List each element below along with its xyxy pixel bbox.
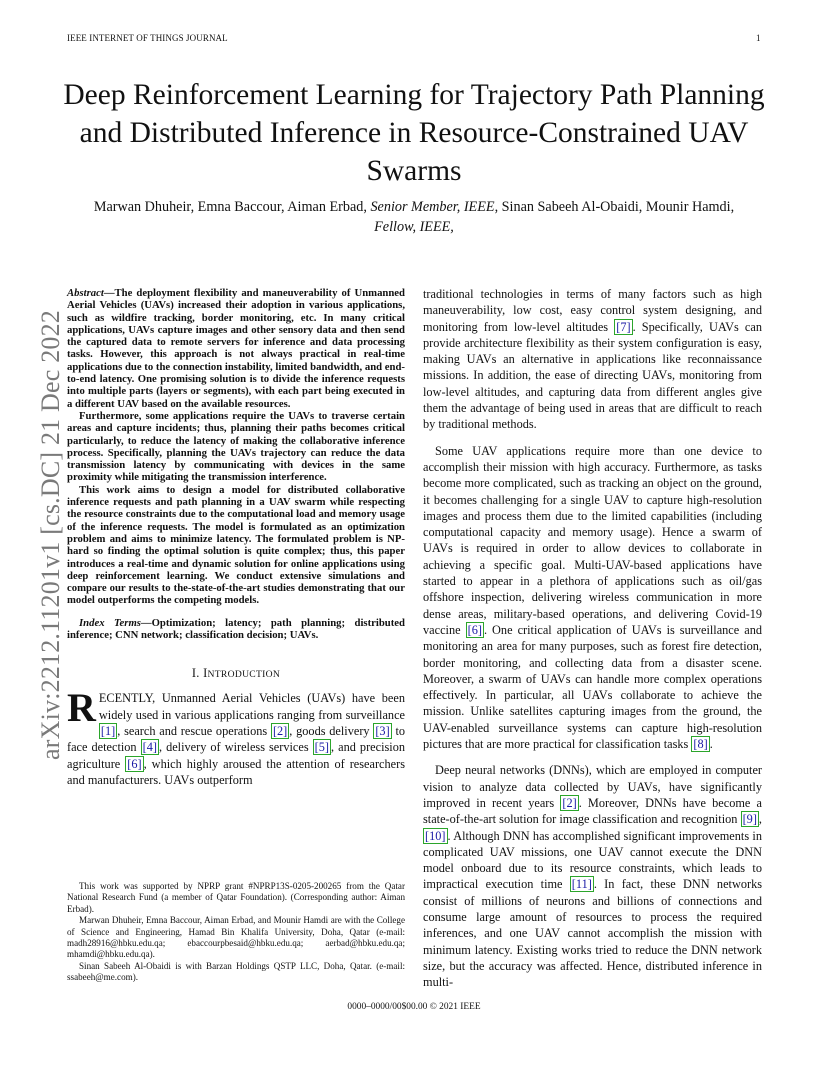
body-paragraph-3: Deep neural networks (DNNs), which are employed in computer vision to analyze data collected by UAVs, have significantly improved in recent years [2] . Moreover, DNNs have become a state-of-the-art solution for image classification and recognition [9] , [10] . Although DNN has accomplished significant improvements in complicated UAV missions, one UAV cannot execute the DNN model onboard due to its resource constraints, which leads to impractical execution time [11] . In fact, these DNN networks consist of millions of neurons and billions of connections and consume large amount of resources to process the required inferences, and one UAV cannot accomplish the mission with minimum latency. Existing works tried to reduce the DNN network size, but the accuracy was affected. Hence, distributed inference in multi- [423,763,763,990]
abstract-paragraph-1: Abstract—The deployment flexibility and maneuverability of Unmanned Aerial Vehicles (UAVs) increased their adoption in various applications, such as wildfire tracking, border monitoring, etc. In many critical applications, UAVs capture images and other sensory data and then send the captured data to remote servers for inference and data processing tasks. However, this approach is not always practical in real-time applications due to the connection instability, limited bandwidth, and end-to-end latency. One promising solution is to divide the inference requests into multiple parts (layers or segments), with each part being executed in a different UAV based on the available resources. [67,287,405,410]
citation-link[interactable]: [2] [562,795,577,810]
citation-link[interactable]: [7] [616,319,631,334]
citation-link[interactable]: [10] [425,828,446,843]
citation-link[interactable]: [3] [375,723,390,738]
citation-link[interactable]: [5] [314,740,330,755]
footnotes [67,881,405,984]
authors-part-2: , Sinan Sabeeh Al-Obaidi, Mounir Hamdi, [494,199,735,215]
journal-header: IEEE INTERNET OF THINGS JOURNAL [67,33,228,43]
paper-title: Deep Reinforcement Learning for Trajectory Path Planning and Distributed Inference in Resource-Constrained UAV Swarms [63,79,765,187]
body-paragraph-1: traditional technologies in terms of many factors such as high maneuverability, low cost, easy control system designing, and monitoring from low-level altitudes [7] . Specifically, UAVs can provide architecture flexibility as their system configuration is easy, making UAVs an alternative in applications like reconnaissance missions. In addition, the ease of directing UAVs, monitoring from low-level altitudes, and capturing data from different angles give them the advantage of being used in areas that are difficult to reach by traditional methods. [423,287,762,432]
author-list [80,197,748,237]
abstract [67,287,405,641]
author-role-2: Fellow, IEEE, [374,219,454,235]
intro-paragraph: RECENTLY, Unmanned Aerial Vehicles (UAVs) have been widely used in various applications ranging from surveillance [1] , search and rescue operations [2] , goods delivery [3] to face detection [4] , delivery of wireless services [5] , and precision agriculture [6] , which highly aroused the attention of researchers and manufacturers. UAVs outperform [67,685,406,787]
right-column [423,286,762,990]
footnote-affiliation-2: Sinan Sabeeh Al-Obaidi is with Barzan Holdings QSTP LLC, Doha, Qatar. (e-mail: ssabeeh@me.com). [67,960,405,983]
abstract-paragraph-2: Furthermore, some applications require the UAVs to traverse certain areas and capture incidents; thus, planning their paths becomes critical particularly, to reduce the latency of making the collaborative inference process. Specifically, planning the UAVs trajectory can reduce the data transmission latency by communicating with devices in the same proximity while mitigating the transmission interference. [67,409,405,484]
footnote-affiliation-1: Marwan Dhuheir, Emna Baccour, Aiman Erbad, and Mounir Hamdi are with the College of Science and Engineering, Hamad Bin Khalifa University, Doha, Qatar (e-mail: madh28916@hbku.edu.qa; ebaccourpbesaid@hbku.edu.qa; aerbad@hbku.edu.qa; mhamdi@hbku.edu.qa). [67,915,405,960]
index-terms: Index Terms—Optimization; latency; path planning; distributed inference; CNN network; classification decision; UAVs. [67,616,405,642]
authors-part-1: Marwan Dhuheir, Emna Baccour, Aiman Erbad, [93,199,371,215]
abstract-paragraph-3: This work aims to design a model for distributed collaborative inference requests and path planning in a UAV swarm while respecting the resource constraints due to the computational load and memory usage of the inference requests. The model is formulated as an optimization problem and aims to minimize latency. The formulated problem is NP-hard so finding the optimal solution is quite complex; thus, this paper introduces a real-time and dynamic solution for online applications using deep reinforcement learning. We conduct extensive simulations and compare our results to the-state-of-the-art studies demonstrating that our model outperforms the competing models. [67,483,405,607]
citation-link[interactable]: [4] [142,740,157,755]
author-role-1: Senior Member, IEEE [370,199,495,215]
citation-link[interactable]: [8] [693,737,708,752]
footnote-funding: This work was supported by NPRP grant #NPRP13S-0205-200265 from the Qatar National Research Fund (a member of Qatar Foundation). (Corresponding author: Aiman Erbad). [67,881,405,914]
citation-link[interactable]: [6] [467,622,482,637]
citation-link[interactable]: [2] [272,723,288,738]
copyright-footer: 0000–0000/00$00.00 © 2021 IEEE [347,1002,481,1012]
arxiv-stamp: arXiv:2212.11201v1 [cs.DC] 21 Dec 2022 [36,309,65,760]
page-number: 1 [756,33,761,43]
abstract-label: Abstract [67,287,104,299]
left-column [67,287,405,788]
citation-link[interactable]: [1] [100,723,116,738]
section-heading-introduction: I. INTRODUCTION [191,666,281,681]
body-paragraph-2: Some UAV applications require more than one device to accomplish their mission with high accuracy. Furthermore, as tasks become more complicated, such as tracking an object on the ground, it becomes challenging for a single UAV to capture high-resolution images and process them due to the limited capabilities (including computational capacity and memory usage). Hence a swarm of UAVs is required in order to allow devices to collaborate in achieving a specific goal. Multi-UAV-based applications have started to appear in a plethora of applications such as oil/gas offshore inspection, delivering wireless communication in more dense areas, military-based operations, and delivering Covid-19 vaccine [6] . One critical application of UAVs is surveillance and monitoring an area for many purposes, such as forest fire detection, border monitoring, and collecting data from a disaster scene. Moreover, a swarm of UAVs can handle more complex operations effectively. In particular, all UAVs collaborate to achieve the mission. Unlike satellites capturing images from the ground, the UAV-enabled surveillance systems can capture high-resolution pictures that are more practical for classification tasks [8] . [423,443,763,752]
citation-link[interactable]: [11] [571,877,592,892]
citation-link[interactable]: [6] [127,756,142,771]
citation-link[interactable]: [9] [742,812,757,827]
index-terms-label: Index Terms [79,616,141,629]
drop-cap: R [67,685,96,731]
